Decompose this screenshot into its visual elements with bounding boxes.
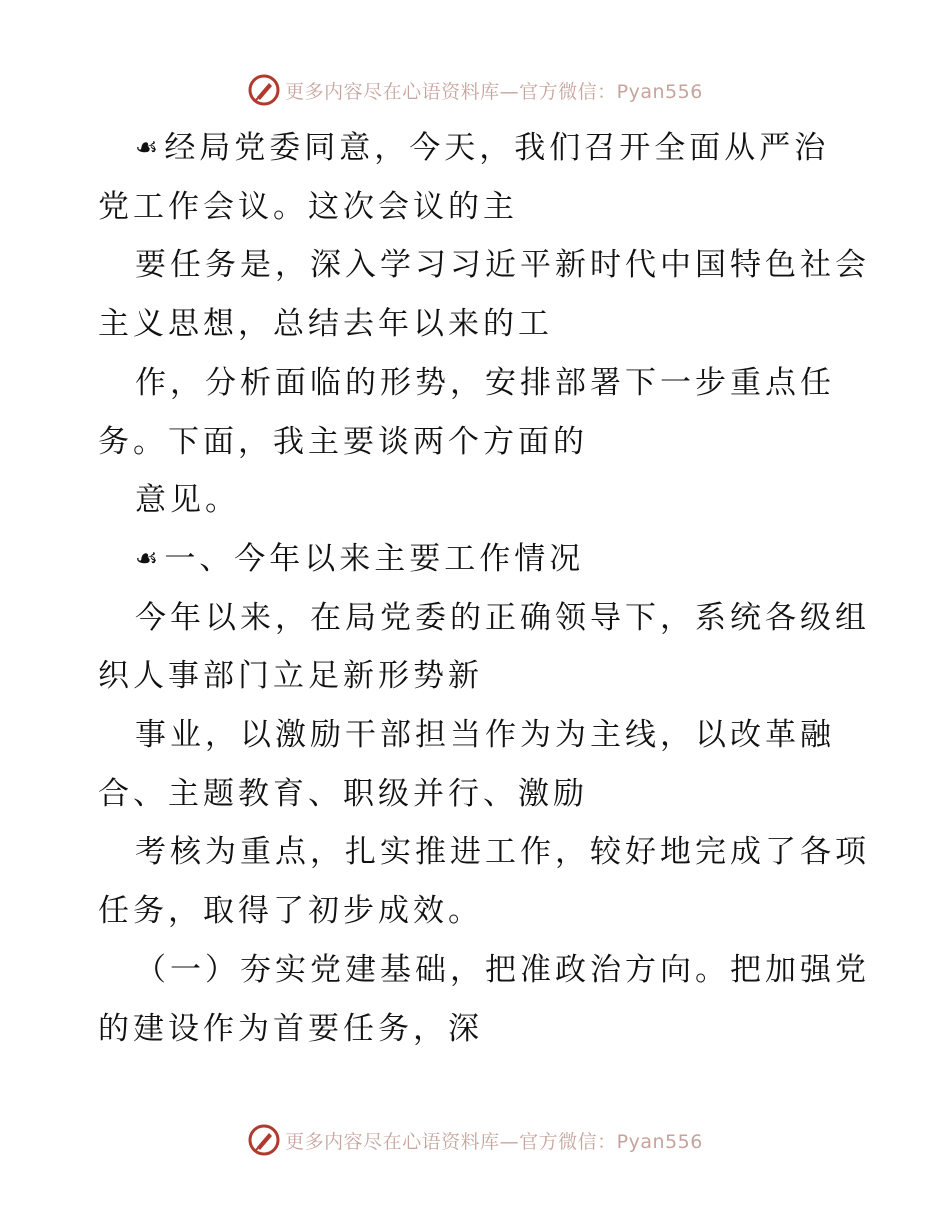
- text-line: [135, 480, 240, 520]
- text-line: [98, 187, 518, 227]
- text-line: [135, 715, 835, 755]
- text-line: [135, 832, 870, 872]
- text-line-content: （一）夯实党建基础，把准政治方向。把加强党: [135, 952, 870, 988]
- text-line-content: 的建设作为首要任务，深: [98, 1011, 483, 1047]
- text-line: [135, 950, 870, 990]
- text-line: [135, 539, 584, 581]
- text-line: [98, 422, 588, 462]
- text-line-content: 作，分析面临的形势，安排部署下一步重点任: [135, 365, 835, 401]
- text-line: [98, 774, 588, 814]
- text-line: [135, 363, 835, 403]
- text-line: [98, 304, 553, 344]
- text-line-content: 任务，取得了初步成效。: [98, 893, 483, 929]
- text-line: [98, 656, 483, 696]
- text-line: [98, 1009, 483, 1049]
- text-line: [98, 891, 483, 931]
- text-line-content: 党工作会议。这次会议的主: [98, 189, 518, 225]
- text-line-content: 考核为重点，扎实推进工作，较好地完成了各项: [135, 834, 870, 870]
- floral-bullet-icon: ☙: [135, 133, 163, 163]
- text-line: [135, 128, 829, 170]
- text-line-content: 务。下面，我主要谈两个方面的: [98, 424, 588, 460]
- text-line-content: 事业，以激励干部担当作为为主线，以改革融: [135, 717, 835, 753]
- text-line-content: 织人事部门立足新形势新: [98, 658, 483, 694]
- text-line: [135, 245, 870, 285]
- text-line: [135, 598, 870, 638]
- pen-seal-logo-icon: [247, 1123, 281, 1157]
- text-line-content: 要任务是，深入学习习近平新时代中国特色社会: [135, 247, 870, 283]
- header-banner-text: 更多内容尽在心语资料库—官方微信：Pyan556: [285, 80, 703, 103]
- text-line-content: 一、今年以来主要工作情况: [164, 541, 585, 577]
- text-line-content: 今年以来，在局党委的正确领导下，系统各级组: [135, 600, 870, 636]
- footer-banner-inner: [247, 1123, 703, 1157]
- footer-banner: [0, 1120, 950, 1160]
- text-line-content: 经局党委同意，今天，我们召开全面从严治: [164, 130, 830, 166]
- text-line-content: 合、主题教育、职级并行、激励: [98, 776, 588, 812]
- footer-banner-text: 更多内容尽在心语资料库—官方微信：Pyan556: [285, 1130, 703, 1153]
- floral-bullet-icon: ☙: [135, 544, 163, 574]
- text-line-content: 主义思想，总结去年以来的工: [98, 306, 553, 342]
- text-line-content: 意见。: [135, 482, 240, 518]
